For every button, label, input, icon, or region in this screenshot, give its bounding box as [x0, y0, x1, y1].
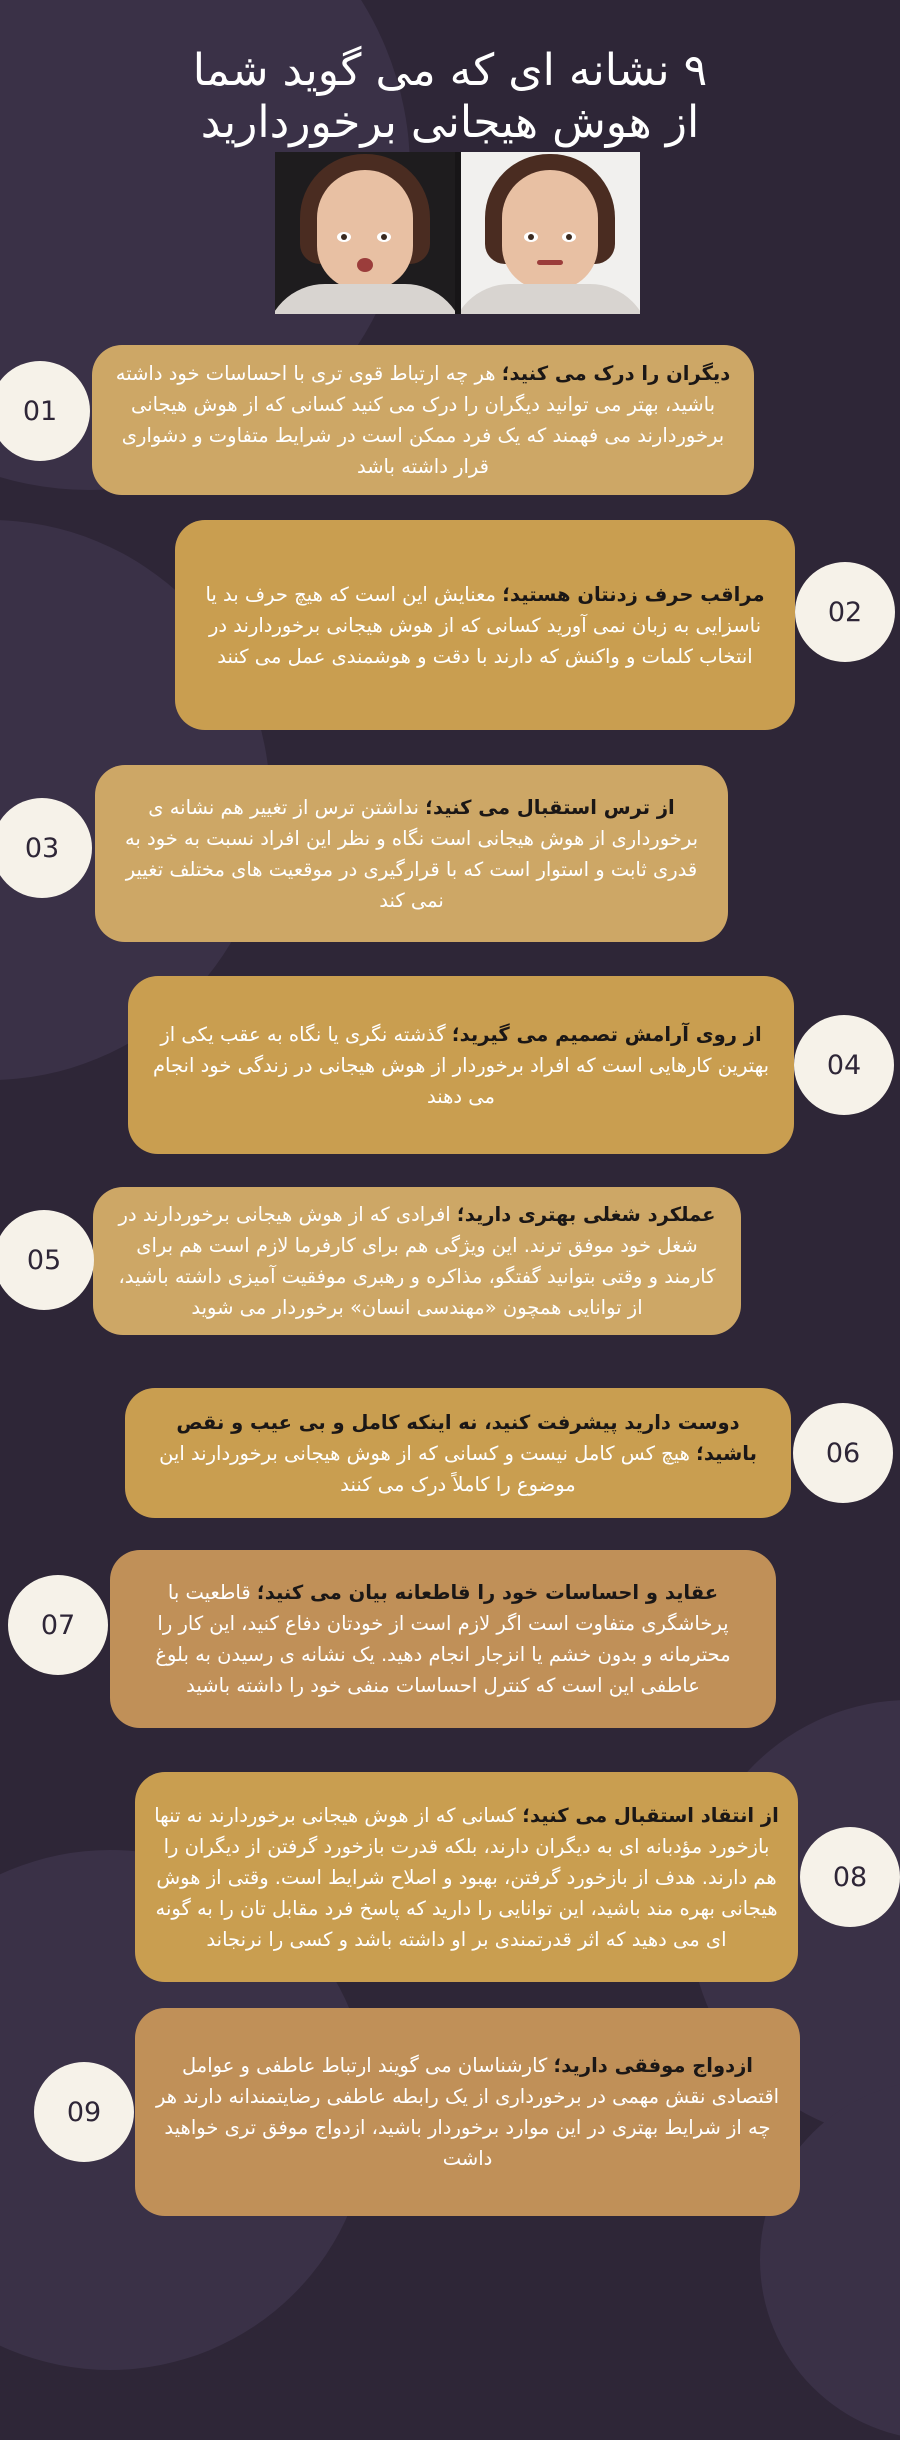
sign-card-2: [175, 520, 795, 730]
sign-card-1: [92, 345, 754, 495]
sign-number-badge: 02: [795, 562, 895, 662]
sign-body: هیچ کس کامل نیست و کسانی که از هوش هیجانی برخوردارند این موضوع را کاملاً درک می کنند: [159, 1441, 690, 1496]
sign-heading: مراقب حرف زدنتان هستید؛: [502, 582, 765, 606]
title-line-1: ۹ نشانه ای که می گوید شما: [192, 45, 708, 97]
sign-body: افرادی که از هوش هیجانی برخوردارند در شغل خود موفق ترند. این ویژگی هم برای کارفرما لازم است هم برای کارمند و وقتی بتوانید گفتگو، مذاکره و رهبری موفقیت آمیزی داشته باشید، از توانایی همچون «مهندسی انسان» برخوردار می شوید: [118, 1203, 716, 1319]
sign-card-6: [125, 1388, 791, 1518]
sign-body: کارشناسان می گویند ارتباط عاطفی و عوامل اقتصادی نقش مهمی در برخورداری از یک رابطه عاطفی رضایتمندانه دارند هر چه از شرایط بهتری در این موارد برخوردار باشید، ازدواج موفق تری خواهید داشت: [155, 2054, 780, 2170]
sign-body: هر چه ارتباط قوی تری با احساسات خود داشته باشید، بهتر می توانید دیگران را درک می کنید کسانی که از هوش هیجانی برخوردارند می فهمند که یک فرد ممکن است در شرایط متفاوت و دشواری قرار داشته باشد: [115, 362, 725, 478]
sign-body: کسانی که از هوش هیجانی برخوردارند نه تنها بازخورد مؤدبانه ای به دیگران دارند، بلکه قدرت بازخورد گرفتن از دیگران را هم دارند. هدف از بازخورد گرفتن، بهبود و اصلاح شرایط است. وقتی از هوش هیجانی بهره مند باشید، این توانایی را دارید که پاسخ فرد مقابل تان را به گونه ای می دهید که اثر قدرتمندی بر او داشته باشد و کسی را نرنجاند: [154, 1803, 778, 1951]
photo-thinking-woman: [461, 152, 641, 314]
sign-card-3: [95, 765, 728, 942]
sign-number-badge: 07: [8, 1575, 108, 1675]
sign-heading: ازدواج موفقی دارید؛: [553, 2054, 753, 2077]
sign-heading: از ترس استقبال می کنید؛: [425, 795, 675, 819]
sign-number-badge: 06: [793, 1403, 893, 1503]
sign-number-badge: 05: [0, 1210, 94, 1310]
sign-number-badge: 04: [794, 1015, 894, 1115]
sign-card-7: [110, 1550, 776, 1728]
sign-number-badge: 03: [0, 798, 92, 898]
sign-card-9: [135, 2008, 800, 2216]
sign-heading: دوست دارید پیشرفت کنید، نه اینکه کامل و بی عیب و نقص باشید؛: [176, 1410, 757, 1465]
sign-number-badge: 08: [800, 1827, 900, 1927]
sign-body: قاطعیت با پرخاشگری متفاوت است اگر لازم است از خودتان دفاع کنید، این کار را محترمانه و بدون خشم یا انزجار انجام دهید. یک نشانه ی رسیدن به بلوغ عاطفی این است که کنترل احساسات منفی خود را داشته باشید: [155, 1581, 731, 1697]
sign-body: معنایش این است که هیچ حرف بد یا ناسزایی به زبان نمی آورید کسانی که از هوش هیجانی برخوردارند در انتخاب کلمات و واکنش که دارند با دقت و هوشمندی عمل می کنند: [205, 582, 762, 668]
sign-body: نداشتن ترس از تغییر هم نشانه ی برخورداری از هوش هیجانی است نگاه و نظر این افراد نسبت به خود به قدری ثابت و استوار است که با قرارگیری در موقعیت های مختلف تغییر نمی کند: [124, 795, 699, 912]
sign-card-4: [128, 976, 794, 1154]
sign-number-badge: 01: [0, 361, 90, 461]
sign-heading: دیگران را درک می کنید؛: [501, 362, 731, 385]
sign-body: گذشته نگری یا نگاه به عقب یکی از بهترین کارهایی است که افراد برخوردار از هوش هیجانی در زندگی خود انجام می دهند: [152, 1022, 770, 1108]
sign-number-badge: 09: [34, 2062, 134, 2162]
sign-card-8: [135, 1772, 798, 1982]
title-line-2: از هوش هیجانی برخوردارید: [200, 97, 700, 149]
sign-heading: عملکرد شغلی بهتری دارید؛: [456, 1203, 716, 1226]
header-photo: [275, 152, 640, 314]
sign-heading: از انتقاد استقبال می کنید؛: [522, 1803, 779, 1827]
page-title: [0, 45, 900, 149]
sign-card-5: [93, 1187, 741, 1335]
sign-heading: از روی آرامش تصمیم می گیرید؛: [451, 1022, 762, 1046]
photo-surprised-woman: [275, 152, 455, 314]
sign-heading: عقاید و احساسات خود را قاطعانه بیان می کنید؛: [256, 1581, 719, 1604]
